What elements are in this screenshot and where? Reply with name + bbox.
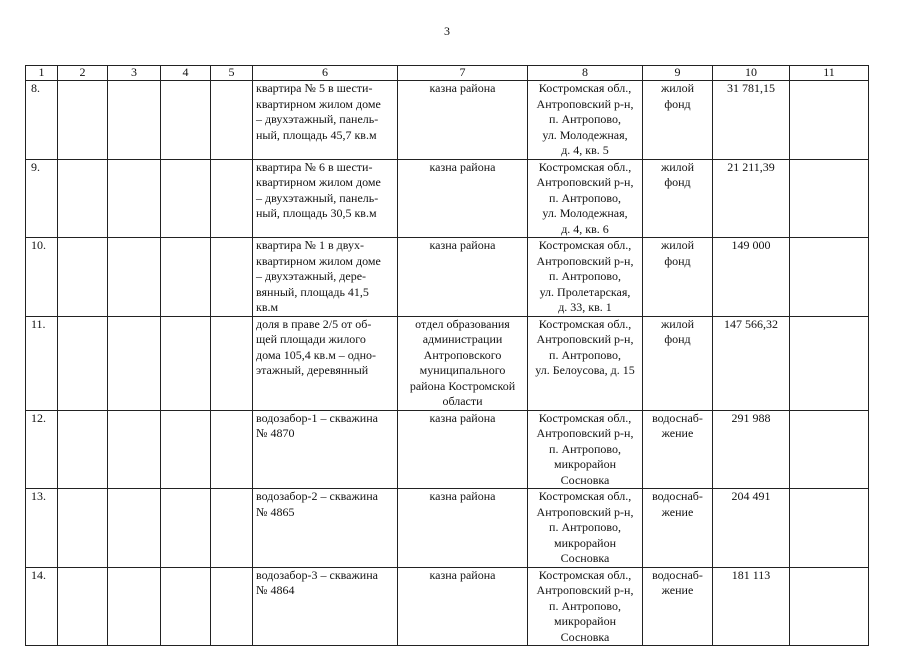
value-cell: 291 988 [713,410,790,489]
empty-cell [161,489,211,568]
table-row [26,567,869,646]
empty-cell [58,489,108,568]
address-cell-line: Антроповский р-н, [536,332,634,346]
address-cell-line: Костромская обл., [538,316,632,331]
column-header: 10 [713,66,790,81]
column-header: 2 [58,66,108,81]
row-number-cell: 11. [26,316,58,410]
purpose-cell-line: водоснаб- [652,489,703,503]
empty-cell [211,567,253,646]
empty-cell [790,567,869,646]
address-cell [528,567,643,646]
empty-cell [211,316,253,410]
purpose-cell-line: фонд [664,175,691,189]
empty-cell [108,489,161,568]
page-number: 3 [444,24,450,38]
table-row [26,316,869,410]
purpose-cell [643,410,713,489]
description-cell-line: водозабор-1 – скважина [256,410,378,425]
empty-cell [108,567,161,646]
owner-cell-line: района Костромской [409,378,516,393]
purpose-cell-line: водоснаб- [652,410,703,425]
owner-cell [398,410,528,489]
empty-cell [161,81,211,160]
owner-cell-line: отдел образования [415,316,510,331]
empty-cell [161,410,211,489]
description-cell-line: квартира № 5 в шести- [256,81,373,95]
address-cell-line: п. Антропово, [549,520,621,534]
description-cell [253,159,398,238]
purpose-cell-line: фонд [664,96,691,111]
empty-cell [108,159,161,238]
table-row [26,81,869,160]
description-cell-line: – двухэтажный, панель- [256,112,379,126]
column-header: 4 [161,66,211,81]
address-cell-line: Антроповский р-н, [536,175,634,189]
table-row [26,159,869,238]
empty-cell [790,159,869,238]
owner-cell-line: казна района [429,567,496,582]
description-cell [253,567,398,646]
address-cell [528,489,643,568]
address-cell-line: Антроповский р-н, [536,504,634,519]
owner-cell-line: казна района [429,489,496,503]
empty-cell [58,410,108,489]
owner-cell [398,81,528,160]
purpose-cell-line: жение [661,504,694,519]
table-row [26,489,869,568]
owner-cell-line: казна района [429,159,496,174]
description-cell-line: дома 105,4 кв.м – одно- [256,347,376,362]
empty-cell [790,81,869,160]
description-cell-line: квартира № 6 в шести- [256,159,373,174]
address-cell-line: п. Антропово, [549,598,621,613]
address-cell-line: микрорайон [553,457,616,471]
owner-cell-line: муниципального [419,363,506,377]
address-cell-line: ул. Молодежная, [542,206,628,220]
column-header: 9 [643,66,713,81]
address-cell-line: Антроповский р-н, [536,96,634,111]
owner-cell-line: казна района [429,410,496,425]
description-cell-line: № 4865 [256,504,295,519]
empty-cell [790,410,869,489]
address-cell-line: п. Антропово, [549,269,621,283]
owner-cell [398,316,528,410]
empty-cell [58,238,108,317]
empty-cell [161,316,211,410]
row-number-cell: 10. [26,238,58,317]
column-header: 1 [26,66,58,81]
description-cell-line: № 4870 [256,426,295,440]
empty-cell [211,410,253,489]
address-cell-line: Костромская обл., [538,238,632,252]
address-cell-line: Костромская обл., [538,81,632,95]
address-cell-line: д. 33, кв. 1 [558,300,612,314]
address-cell-line: Антроповский р-н, [536,426,634,440]
purpose-cell [643,238,713,317]
address-cell-line: Костромская обл., [538,410,632,425]
owner-cell-line: казна района [429,238,496,252]
description-cell [253,238,398,317]
description-cell-line: № 4864 [256,583,295,597]
address-cell-line: д. 4, кв. 5 [561,143,609,157]
description-cell-line: ный, площадь 45,7 кв.м [256,127,377,142]
empty-cell [58,159,108,238]
value-cell: 204 491 [713,489,790,568]
description-cell [253,410,398,489]
description-cell [253,489,398,568]
empty-cell [108,81,161,160]
value-cell: 181 113 [713,567,790,646]
address-cell-line: микрорайон [553,614,616,628]
purpose-cell [643,81,713,160]
table-row [26,410,869,489]
address-cell-line: Антроповский р-н, [536,253,634,268]
address-cell-line: ул. Пролетарская, [539,284,631,299]
description-cell-line: квартирном жилом доме [256,253,381,268]
description-cell-line: этажный, деревянный [256,363,369,377]
value-cell: 31 781,15 [713,81,790,160]
empty-cell [58,81,108,160]
purpose-cell-line: фонд [664,253,691,268]
column-header: 5 [211,66,253,81]
value-cell: 147 566,32 [713,316,790,410]
description-cell-line: щей площади жилого [256,332,366,346]
empty-cell [58,316,108,410]
empty-cell [108,410,161,489]
description-cell-line: вянный, площадь 41,5 [256,284,369,299]
address-cell-line: п. Антропово, [549,441,621,456]
purpose-cell [643,316,713,410]
empty-cell [211,159,253,238]
description-cell-line: квартирном жилом доме [256,175,381,189]
empty-cell [161,238,211,317]
purpose-cell-line: жилой [660,238,695,252]
row-number-cell: 13. [26,489,58,568]
header-row [26,66,869,81]
address-cell [528,159,643,238]
purpose-cell [643,567,713,646]
description-cell-line: кв.м [256,300,279,314]
address-cell-line: Антроповский р-н, [536,583,634,597]
address-cell-line: п. Антропово, [549,112,621,126]
column-header: 3 [108,66,161,81]
address-cell [528,81,643,160]
owner-cell-line: области [442,394,483,408]
owner-cell-line: Антроповского [423,347,502,362]
value-cell: 21 211,39 [713,159,790,238]
owner-cell [398,238,528,317]
address-cell-line: д. 4, кв. 6 [561,221,609,236]
column-header: 8 [528,66,643,81]
description-cell-line: квартира № 1 в двух- [256,238,364,252]
description-cell-line: водозабор-3 – скважина [256,567,378,582]
empty-cell [108,238,161,317]
row-number-cell: 14. [26,567,58,646]
empty-cell [211,489,253,568]
description-cell-line: водозабор-2 – скважина [256,489,378,503]
column-header: 6 [253,66,398,81]
owner-cell-line: администрации [422,332,503,346]
description-cell-line: ный, площадь 30,5 кв.м [256,206,377,220]
column-header: 7 [398,66,528,81]
address-cell-line: п. Антропово, [549,347,621,362]
purpose-cell-line: водоснаб- [652,567,703,582]
address-cell-line: Сосновка [560,629,610,644]
owner-cell [398,567,528,646]
empty-cell [790,316,869,410]
purpose-cell-line: жение [661,583,694,597]
address-cell-line: Костромская обл., [538,489,632,503]
purpose-cell-line: жилой [660,81,695,95]
address-cell [528,238,643,317]
owner-cell-line: казна района [429,81,496,95]
description-cell-line: – двухэтажный, панель- [256,190,379,205]
address-cell-line: п. Антропово, [549,190,621,205]
address-cell-line: ул. Белоусова, д. 15 [535,363,635,377]
purpose-cell-line: жилой [660,316,695,331]
description-cell-line: квартирном жилом доме [256,96,381,111]
owner-cell [398,159,528,238]
purpose-cell-line: жение [661,426,694,440]
address-cell-line: ул. Молодежная, [542,127,628,142]
description-cell-line: – двухэтажный, дере- [256,269,367,283]
description-cell [253,316,398,410]
purpose-cell-line: жилой [660,159,695,174]
empty-cell [790,238,869,317]
value-cell: 149 000 [713,238,790,317]
address-cell-line: Сосновка [560,472,610,487]
empty-cell [790,489,869,568]
purpose-cell [643,489,713,568]
row-number-cell: 9. [26,159,58,238]
purpose-cell [643,159,713,238]
empty-cell [58,567,108,646]
address-cell-line: Костромская обл., [538,159,632,174]
address-cell-line: микрорайон [553,535,616,550]
address-cell [528,410,643,489]
purpose-cell-line: фонд [664,332,691,346]
row-number-cell: 12. [26,410,58,489]
owner-cell [398,489,528,568]
empty-cell [161,159,211,238]
address-cell-line: Сосновка [560,551,610,565]
empty-cell [161,567,211,646]
description-cell [253,81,398,160]
description-cell-line: доля в праве 2/5 от об- [256,316,372,331]
property-registry-table [25,65,869,646]
address-cell-line: Костромская обл., [538,567,632,582]
address-cell [528,316,643,410]
empty-cell [211,238,253,317]
empty-cell [108,316,161,410]
empty-cell [211,81,253,160]
column-header: 11 [790,66,869,81]
row-number-cell: 8. [26,81,58,160]
table-row [26,238,869,317]
